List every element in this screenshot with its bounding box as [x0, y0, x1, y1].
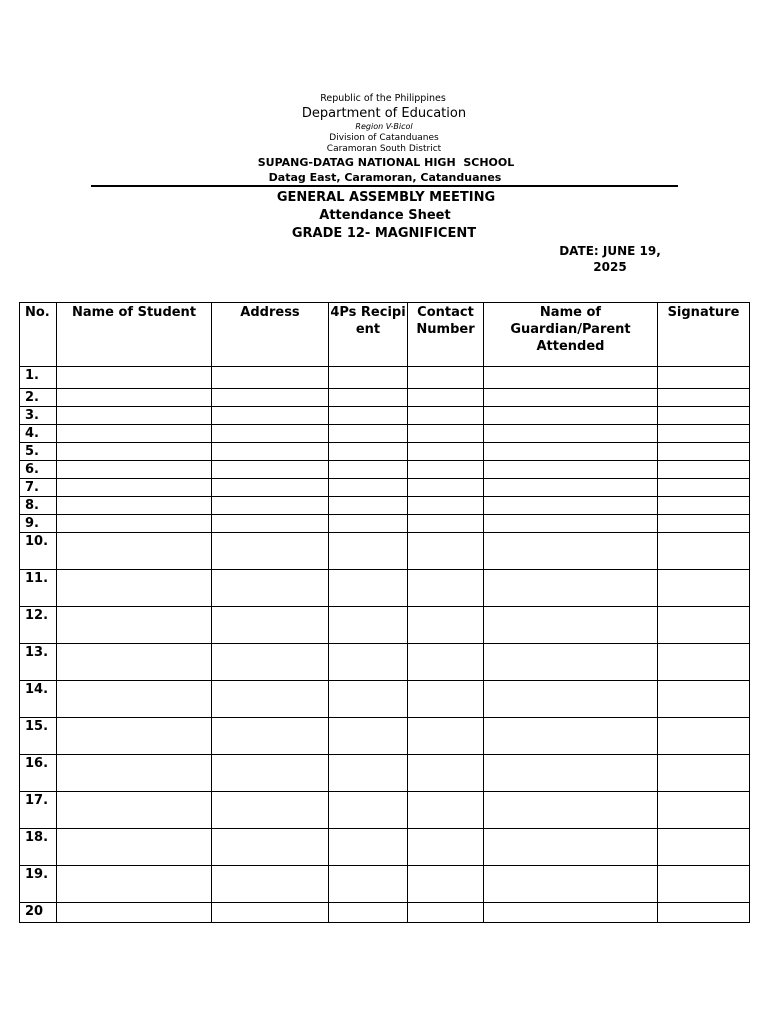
student-name-cell[interactable] — [57, 792, 212, 829]
contact-cell[interactable] — [408, 425, 484, 443]
row-number: 9. — [20, 515, 57, 533]
column-header-address: Address — [212, 303, 329, 367]
row-number: 4. — [20, 425, 57, 443]
4ps-cell[interactable] — [329, 681, 408, 718]
row-number: 14. — [20, 681, 57, 718]
row-number: 6. — [20, 461, 57, 479]
student-name-cell[interactable] — [57, 479, 212, 497]
signature-cell[interactable] — [658, 367, 750, 389]
4ps-cell[interactable] — [329, 718, 408, 755]
row-number: 18. — [20, 829, 57, 866]
table-row — [20, 607, 750, 644]
table-row — [20, 461, 750, 479]
4ps-cell[interactable] — [329, 903, 408, 923]
student-name-cell[interactable] — [57, 829, 212, 866]
contact-cell[interactable] — [408, 443, 484, 461]
guardian-cell[interactable] — [484, 866, 658, 903]
4ps-cell[interactable] — [329, 425, 408, 443]
4ps-cell[interactable] — [329, 607, 408, 644]
table-row — [20, 479, 750, 497]
4ps-cell[interactable] — [329, 497, 408, 515]
table-row — [20, 570, 750, 607]
table-row — [20, 755, 750, 792]
contact-cell[interactable] — [408, 755, 484, 792]
signature-cell[interactable] — [658, 443, 750, 461]
region-label: Region V-Bicol — [355, 122, 413, 131]
table-row — [20, 533, 750, 570]
signature-cell[interactable] — [658, 607, 750, 644]
guardian-cell[interactable] — [484, 389, 658, 407]
4ps-cell[interactable] — [329, 461, 408, 479]
4ps-cell[interactable] — [329, 479, 408, 497]
district-label: Caramoran South District — [326, 144, 442, 154]
4ps-cell[interactable] — [329, 407, 408, 425]
student-name-cell[interactable] — [57, 407, 212, 425]
signature-cell[interactable] — [658, 497, 750, 515]
student-name-cell[interactable] — [57, 389, 212, 407]
table-row — [20, 792, 750, 829]
contact-cell[interactable] — [408, 607, 484, 644]
row-number: 12. — [20, 607, 57, 644]
column-header-4ps: 4Ps Recipient — [329, 303, 408, 367]
address-cell[interactable] — [212, 903, 329, 923]
contact-cell[interactable] — [408, 389, 484, 407]
contact-cell[interactable] — [408, 407, 484, 425]
school-address: Datag East, Caramoran, Catanduanes — [268, 171, 502, 184]
attendance-table — [19, 302, 750, 923]
table-row — [20, 903, 750, 923]
contact-cell[interactable] — [408, 497, 484, 515]
contact-cell[interactable] — [408, 479, 484, 497]
address-cell[interactable] — [212, 461, 329, 479]
row-number: 13. — [20, 644, 57, 681]
student-name-cell[interactable] — [57, 533, 212, 570]
4ps-cell[interactable] — [329, 533, 408, 570]
guardian-cell[interactable] — [484, 367, 658, 389]
header-divider — [91, 185, 678, 187]
signature-cell[interactable] — [658, 479, 750, 497]
row-number: 11. — [20, 570, 57, 607]
address-cell[interactable] — [212, 755, 329, 792]
guardian-cell[interactable] — [484, 570, 658, 607]
guardian-cell[interactable] — [484, 407, 658, 425]
signature-cell[interactable] — [658, 866, 750, 903]
signature-cell[interactable] — [658, 718, 750, 755]
row-number: 17. — [20, 792, 57, 829]
student-name-cell[interactable] — [57, 461, 212, 479]
document-subtitle: Attendance Sheet — [319, 208, 451, 223]
contact-cell[interactable] — [408, 792, 484, 829]
table-row — [20, 389, 750, 407]
signature-cell[interactable] — [658, 570, 750, 607]
contact-cell[interactable] — [408, 681, 484, 718]
address-cell[interactable] — [212, 570, 329, 607]
row-number: 5. — [20, 443, 57, 461]
row-number: 8. — [20, 497, 57, 515]
address-cell[interactable] — [212, 479, 329, 497]
guardian-cell[interactable] — [484, 443, 658, 461]
row-number: 7. — [20, 479, 57, 497]
signature-cell[interactable] — [658, 829, 750, 866]
address-cell[interactable] — [212, 718, 329, 755]
4ps-cell[interactable] — [329, 644, 408, 681]
contact-cell[interactable] — [408, 903, 484, 923]
republic-label: Republic of the Philippines — [320, 93, 446, 104]
table-row — [20, 644, 750, 681]
row-number: 2. — [20, 389, 57, 407]
signature-cell[interactable] — [658, 425, 750, 443]
guardian-cell[interactable] — [484, 829, 658, 866]
contact-cell[interactable] — [408, 461, 484, 479]
4ps-cell[interactable] — [329, 866, 408, 903]
4ps-cell[interactable] — [329, 443, 408, 461]
student-name-cell[interactable] — [57, 681, 212, 718]
table-row — [20, 497, 750, 515]
4ps-cell[interactable] — [329, 515, 408, 533]
student-name-cell[interactable] — [57, 644, 212, 681]
guardian-cell[interactable] — [484, 903, 658, 923]
address-cell[interactable] — [212, 533, 329, 570]
signature-cell[interactable] — [658, 681, 750, 718]
signature-cell[interactable] — [658, 644, 750, 681]
column-header-no: No. — [20, 303, 57, 367]
student-name-cell[interactable] — [57, 515, 212, 533]
signature-cell[interactable] — [658, 903, 750, 923]
guardian-cell[interactable] — [484, 607, 658, 644]
guardian-cell[interactable] — [484, 792, 658, 829]
4ps-cell[interactable] — [329, 829, 408, 866]
table-row — [20, 425, 750, 443]
address-cell[interactable] — [212, 443, 329, 461]
4ps-cell[interactable] — [329, 792, 408, 829]
attendance-rows — [20, 367, 750, 923]
student-name-cell[interactable] — [57, 718, 212, 755]
address-cell[interactable] — [212, 866, 329, 903]
address-cell[interactable] — [212, 497, 329, 515]
address-cell[interactable] — [212, 607, 329, 644]
guardian-cell[interactable] — [484, 718, 658, 755]
guardian-cell[interactable] — [484, 515, 658, 533]
address-cell[interactable] — [212, 367, 329, 389]
address-cell[interactable] — [212, 644, 329, 681]
signature-cell[interactable] — [658, 407, 750, 425]
guardian-cell[interactable] — [484, 755, 658, 792]
row-number: 15. — [20, 718, 57, 755]
column-header-student: Name of Student — [57, 303, 212, 367]
contact-cell[interactable] — [408, 718, 484, 755]
signature-cell[interactable] — [658, 461, 750, 479]
4ps-cell[interactable] — [329, 367, 408, 389]
school-name: SUPANG-DATAG NATIONAL HIGH SCHOOL — [257, 156, 515, 169]
student-name-cell[interactable] — [57, 425, 212, 443]
column-header-guardian: Name of Guardian/Parent Attended — [484, 303, 658, 367]
table-header-row — [20, 303, 750, 367]
address-cell[interactable] — [212, 829, 329, 866]
row-number: 1. — [20, 367, 57, 389]
address-cell[interactable] — [212, 792, 329, 829]
division-label: Division of Catanduanes — [329, 133, 439, 143]
student-name-cell[interactable] — [57, 497, 212, 515]
table-row — [20, 407, 750, 425]
row-number: 3. — [20, 407, 57, 425]
student-name-cell[interactable] — [57, 443, 212, 461]
meeting-date: DATE: JUNE 19, 2025 — [559, 244, 661, 274]
4ps-cell[interactable] — [329, 755, 408, 792]
row-number: 19. — [20, 866, 57, 903]
address-cell[interactable] — [212, 407, 329, 425]
signature-cell[interactable] — [658, 389, 750, 407]
table-row — [20, 718, 750, 755]
signature-cell[interactable] — [658, 755, 750, 792]
guardian-cell[interactable] — [484, 644, 658, 681]
table-row — [20, 681, 750, 718]
table-row — [20, 515, 750, 533]
student-name-cell[interactable] — [57, 866, 212, 903]
table-row — [20, 866, 750, 903]
student-name-cell[interactable] — [57, 755, 212, 792]
row-number: 20 — [20, 903, 57, 923]
row-number: 10. — [20, 533, 57, 570]
signature-cell[interactable] — [658, 515, 750, 533]
contact-cell[interactable] — [408, 866, 484, 903]
4ps-cell[interactable] — [329, 389, 408, 407]
department-label: Department of Education — [301, 106, 467, 121]
signature-cell[interactable] — [658, 792, 750, 829]
student-name-cell[interactable] — [57, 570, 212, 607]
signature-cell[interactable] — [658, 533, 750, 570]
guardian-cell[interactable] — [484, 497, 658, 515]
address-cell[interactable] — [212, 389, 329, 407]
student-name-cell[interactable] — [57, 367, 212, 389]
address-cell[interactable] — [212, 425, 329, 443]
grade-section: GRADE 12- MAGNIFICENT — [291, 226, 477, 241]
table-row — [20, 367, 750, 389]
student-name-cell[interactable] — [57, 607, 212, 644]
table-row — [20, 443, 750, 461]
4ps-cell[interactable] — [329, 570, 408, 607]
address-cell[interactable] — [212, 681, 329, 718]
guardian-cell[interactable] — [484, 533, 658, 570]
contact-cell[interactable] — [408, 644, 484, 681]
document-title: GENERAL ASSEMBLY MEETING — [276, 190, 496, 205]
guardian-cell[interactable] — [484, 479, 658, 497]
column-header-signature: Signature — [658, 303, 750, 367]
column-header-contact: Contact Number — [408, 303, 484, 367]
row-number: 16. — [20, 755, 57, 792]
contact-cell[interactable] — [408, 367, 484, 389]
contact-cell[interactable] — [408, 515, 484, 533]
contact-cell[interactable] — [408, 570, 484, 607]
contact-cell[interactable] — [408, 829, 484, 866]
contact-cell[interactable] — [408, 533, 484, 570]
table-row — [20, 829, 750, 866]
guardian-cell[interactable] — [484, 461, 658, 479]
student-name-cell[interactable] — [57, 903, 212, 923]
guardian-cell[interactable] — [484, 425, 658, 443]
address-cell[interactable] — [212, 515, 329, 533]
guardian-cell[interactable] — [484, 681, 658, 718]
